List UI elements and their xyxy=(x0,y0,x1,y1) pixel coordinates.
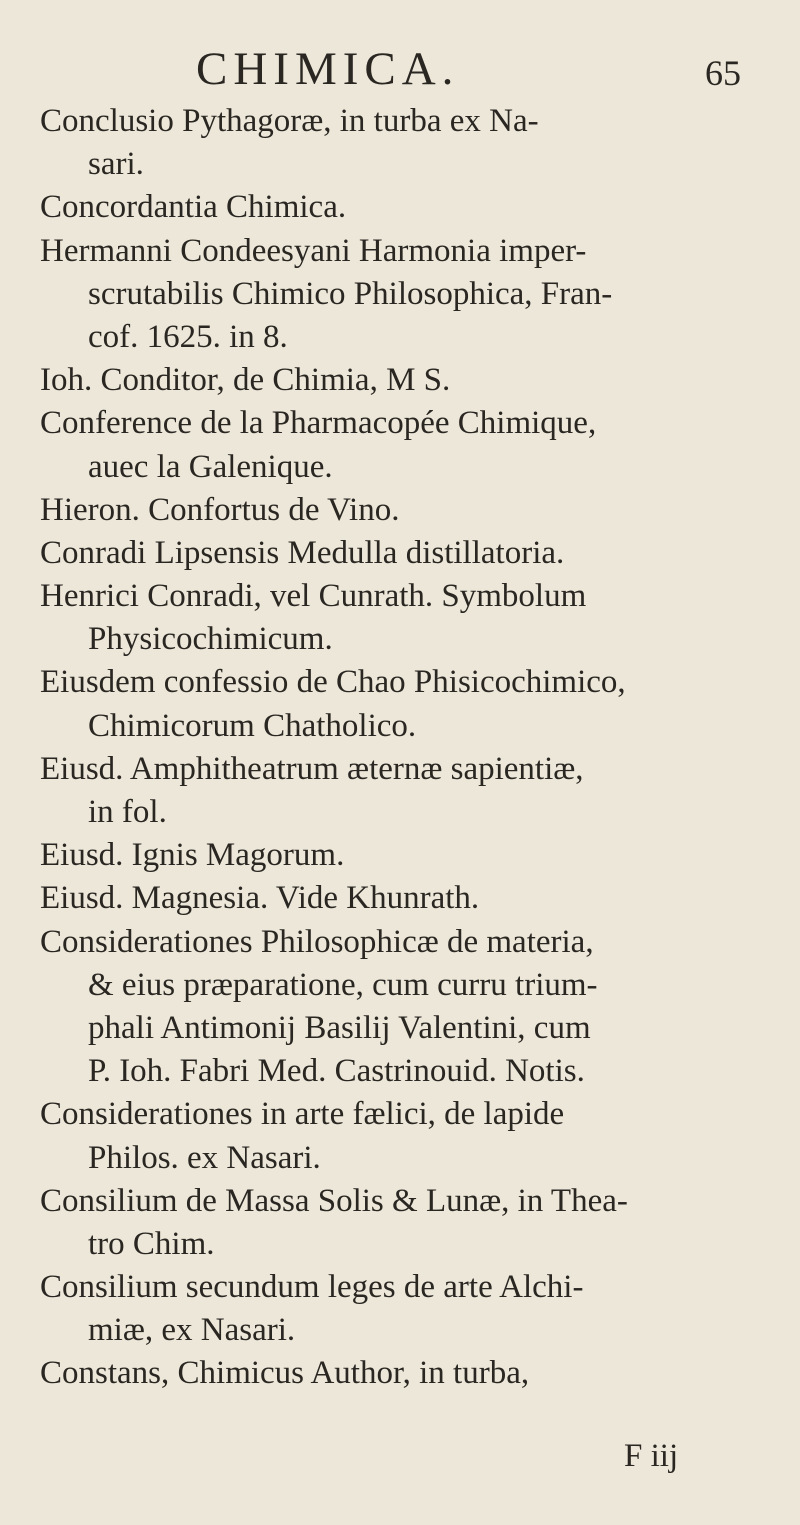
text-line: in fol. xyxy=(88,794,167,830)
text-line: miæ, ex Nasari. xyxy=(88,1312,296,1349)
text-line: Ioh. Conditor, de Chimia, M S. xyxy=(40,362,451,399)
text-line: Chimicorum Chatholico. xyxy=(88,707,417,744)
text-line: Hermanni Condeesyani Harmonia imper- xyxy=(40,232,587,269)
text-line: Eiusdem confessio de Chao Phisicochimico, xyxy=(40,664,626,701)
text-line: Henrici Conradi, vel Cunrath. Symbolum xyxy=(40,578,587,615)
page-header xyxy=(0,42,800,102)
text-line: Conclusio Pythagoræ, in turba ex Na- xyxy=(40,103,539,139)
text-line: Eiusd. Ignis Magorum. xyxy=(40,837,345,874)
text-line: Considerationes Philosophicæ de materia, xyxy=(40,923,594,960)
entry-list xyxy=(40,100,780,1396)
text-line: Constans, Chimicus Author, in turba, xyxy=(40,1355,530,1392)
text-line: & eius præparatione, cum curru trium- xyxy=(88,966,598,1003)
text-line: Eiusd. Magnesia. Vide Khunrath. xyxy=(40,880,480,917)
running-head: CHIMICA. xyxy=(196,43,460,95)
text-line: Conference de la Pharmacopée Chimique, xyxy=(40,405,597,442)
page-number: 65 xyxy=(705,53,741,93)
text-line: Eiusd. Amphitheatrum æternæ sapientiæ, xyxy=(40,750,584,787)
text-line: cof. 1625. in 8. xyxy=(88,318,288,355)
text-line: auec la Galenique. xyxy=(88,448,333,485)
text-line: Concordantia Chimica. xyxy=(40,189,347,226)
text-line: Consilium secundum leges de arte Alchi- xyxy=(40,1269,584,1306)
text-line: Physicochimicum. xyxy=(88,621,333,658)
text-line: phali Antimonij Basilij Valentini, cum xyxy=(88,1009,591,1046)
text-line: scrutabilis Chimico Philosophica, Fran- xyxy=(88,275,613,312)
signature-mark: F iij xyxy=(624,1438,679,1474)
text-line: Consilium de Massa Solis & Lunæ, in Thea- xyxy=(40,1182,628,1219)
text-line: sari. xyxy=(88,146,144,183)
text-line: Considerationes in arte fælici, de lapide xyxy=(40,1096,565,1133)
text-line: Hieron. Confortus de Vino. xyxy=(40,491,400,528)
text-line: Philos. ex Nasari. xyxy=(88,1139,321,1176)
text-line: P. Ioh. Fabri Med. Castrinouid. Notis. xyxy=(88,1053,585,1090)
text-line: Conradi Lipsensis Medulla distillatoria. xyxy=(40,534,565,571)
text-line: tro Chim. xyxy=(88,1225,215,1262)
